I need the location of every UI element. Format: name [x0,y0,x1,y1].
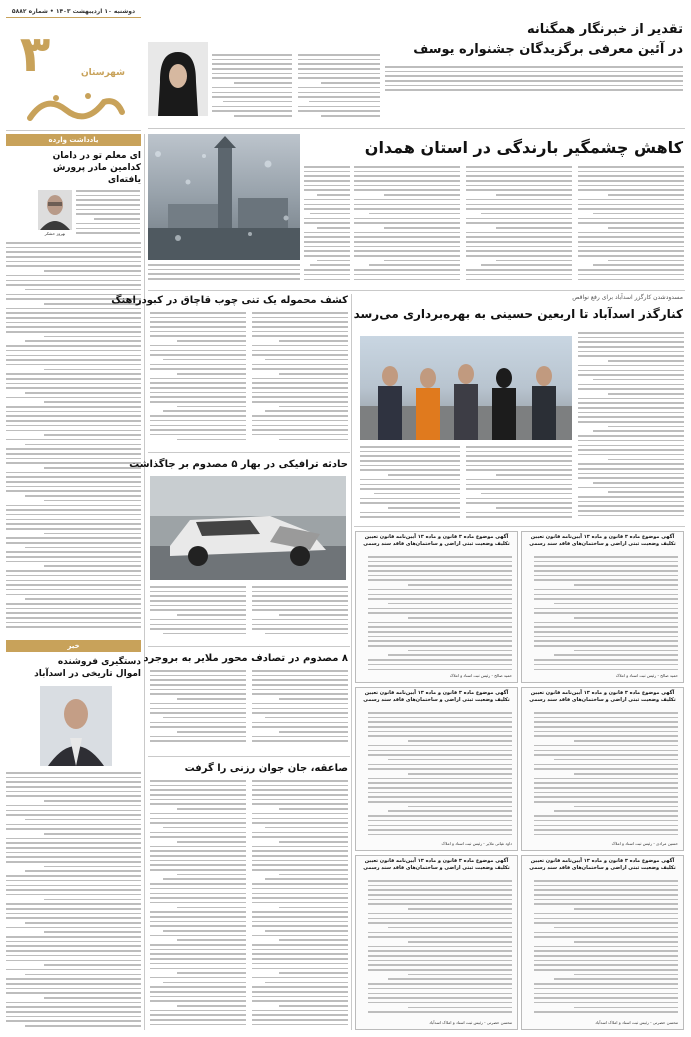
main-story-col-2 [466,166,572,284]
legal-ad-title: آگهی موضوع ماده ۳ قانون و ماده ۱۳ آیین‌نامه قانون تعیین تکلیف وضعیت ثبتی اراضی و ساختمان‌های فاقد سند رسمی [363,534,510,547]
legal-ad-title: آگهی موضوع ماده ۳ قانون و ماده ۱۳ آیین‌نامه قانون تعیین تکلیف وضعیت ثبتی اراضی و ساختمان‌های فاقد سند رسمی [363,690,510,703]
legal-ad-3 [521,687,684,851]
crash-photo [150,476,346,580]
rain-photo [148,134,300,260]
reporter-photo [148,42,208,116]
top-story-title-1: تقدیر از خبرنگار همگنانه [526,22,683,37]
legal-ad-6 [355,855,518,1030]
labor-col-3 [360,446,460,522]
note-label-bar [6,134,141,146]
wood-col-1 [252,312,348,448]
author-photo [38,190,72,230]
officials-photo [360,336,572,440]
news-label: خبر [67,642,80,650]
main-story-col-4 [304,166,350,284]
lightning-title: صاعقه، جان جوان رزنی را گرفت [184,763,348,774]
masthead [6,6,141,128]
logo-mark [26,88,126,126]
main-story-col-1 [578,166,684,284]
legal-ad-signature: داود غیاثی ملایر - رئیس ثبت اسناد و املاک [441,841,512,846]
lightning-col-1 [252,780,348,1028]
note-title-1: ای معلم تو در دامان [52,151,141,161]
legal-ad-title: آگهی موضوع ماده ۳ قانون و ماده ۱۳ آیین‌نامه قانون تعیین تکلیف وضعیت ثبتی اراضی و ساختمان‌های فاقد سند رسمی [529,534,676,547]
top-story-excerpt [385,66,683,98]
reporter-profile-text [212,54,292,118]
rain-photo-caption [148,264,300,284]
legal-ad-signature: حسین مرادی - رئیس ثبت اسناد و املاک [611,841,678,846]
traffic-col-2 [150,586,246,642]
logo [26,88,126,126]
main-story-title: کاهش چشمگیر بارندگی در استان همدان [364,138,683,157]
legal-ad-signature: حمید صالح - رئیس ثبت اسناد و املاک [615,673,678,678]
top-story-title-2: در آئین معرفی برگزیدگان جشنواره یوسف [413,42,683,57]
news-title-2: اموال تاریخی در اسدآباد [34,669,141,679]
news-body [6,772,141,1028]
legal-ad-5 [521,855,684,1030]
news-label-bar [6,640,141,652]
note-title-2: کدامین مادر پرورش [52,163,141,173]
date-line: دوشنبه ۱۰ اردیبهشت ۱۴۰۳ • شماره ۵۸۸۲ [6,6,141,18]
labor-col-2 [466,446,572,522]
legal-ad-4 [355,687,518,851]
labor-kicker: مسدودشدن کارگزر اسدآباد برای رفع نواقص [572,294,683,301]
note-title-3: یافته‌ای [107,175,141,185]
wood-col-2 [150,312,246,448]
top-story-column-2 [298,54,380,118]
malayer-title: ۸ مصدوم در تصادف محور ملایر به بروجرد [143,653,348,664]
labor-col-1 [578,332,684,522]
author-name: بهروز حشکر [44,231,66,236]
legal-ad-signature: حمید صالح - رئیس ثبت اسناد و املاک [449,673,512,678]
news-title-1: دستگیری فروشنده [57,657,141,667]
note-intro [76,190,140,238]
traffic-title: حادثه ترافیکی در بهار ۵ مصدوم بر جاگذاشت [129,459,348,470]
legal-ad-signature: محسن حضرتی - رئیس ثبت اسناد و املاک اسدآباد [429,1020,512,1025]
legal-ad-signature: محسن حضرتی - رئیس ثبت اسناد و املاک اسدآباد [595,1020,678,1025]
lightning-col-2 [150,780,246,1028]
legal-ad-1 [521,531,684,683]
note-label: یادداشت وارده [48,136,99,144]
malayer-col-2 [150,670,246,752]
malayer-col-1 [252,670,348,752]
legal-ad-2 [355,531,518,683]
legal-ad-title: آگهی موضوع ماده ۳ قانون و ماده ۱۳ آیین‌نامه قانون تعیین تکلیف وضعیت ثبتی اراضی و ساختمان‌های فاقد سند رسمی [363,858,510,871]
legal-ad-title: آگهی موضوع ماده ۳ قانون و ماده ۱۳ آیین‌نامه قانون تعیین تکلیف وضعیت ثبتی اراضی و ساختمان‌های فاقد سند رسمی [529,858,676,871]
traffic-col-1 [252,586,348,642]
main-story-col-3 [354,166,460,284]
wood-title: کشف محموله یک تنی چوب قاچاق در کبودراهنگ [111,295,348,306]
section-label: شهرستان [81,68,125,78]
official-photo [40,686,112,766]
legal-ad-title: آگهی موضوع ماده ۳ قانون و ماده ۱۳ آیین‌نامه قانون تعیین تکلیف وضعیت ثبتی اراضی و ساختمان‌های فاقد سند رسمی [529,690,676,703]
labor-title: کنارگذر اسدآباد تا اربعین حسینی به بهره‌برداری می‌رسد [353,307,683,321]
page-number: ۳ [19,25,51,83]
